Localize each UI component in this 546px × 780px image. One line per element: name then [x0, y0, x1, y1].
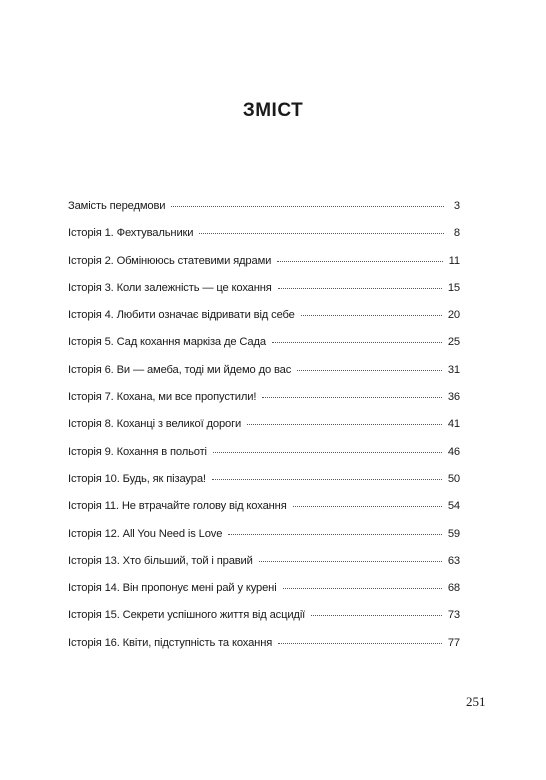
toc-entry: [68, 473, 460, 500]
toc-entry-title: Історія 4. Любити означає відривати від себе: [68, 309, 295, 322]
dot-leader: [212, 479, 442, 480]
toc-entry-page: 25: [447, 336, 460, 349]
table-of-contents: [68, 200, 460, 664]
toc-entry-page: 77: [447, 636, 460, 649]
toc-entry-page: 73: [447, 609, 460, 622]
toc-entry-title: Історія 12. All You Need is Love: [68, 527, 223, 540]
toc-entry-page: 50: [447, 472, 460, 485]
toc-entry-page: 36: [447, 391, 460, 404]
dot-leader: [199, 233, 444, 234]
dot-leader: [301, 315, 442, 316]
toc-entry: [68, 336, 460, 363]
toc-entry-title: Історія 10. Будь, як пізаура!: [68, 472, 206, 485]
dot-leader: [283, 588, 442, 589]
toc-entry-page: 15: [447, 281, 460, 294]
toc-entry-title: Історія 2. Обмінююсь статевими ядрами: [68, 254, 272, 267]
toc-entry: [68, 637, 460, 664]
toc-entry: [68, 555, 460, 582]
dot-leader: [228, 534, 442, 535]
toc-entry-page: 63: [447, 554, 460, 567]
dot-leader: [247, 424, 442, 425]
toc-entry-title: Історія 6. Ви — амеба, тоді ми йдемо до вас: [68, 363, 292, 376]
dot-leader: [297, 370, 442, 371]
dot-leader: [171, 206, 444, 207]
page-number: 251: [466, 694, 486, 709]
dot-leader: [262, 397, 442, 398]
toc-entry: [68, 391, 460, 418]
toc-entry-page: 11: [448, 254, 460, 267]
toc-entry-title: Історія 8. Коханці з великої дороги: [68, 418, 242, 431]
toc-entry: [68, 282, 460, 309]
dot-leader: [278, 288, 442, 289]
dot-leader: [278, 643, 442, 644]
toc-entry: [68, 309, 460, 336]
toc-entry-page: 8: [453, 227, 460, 240]
toc-entry: [68, 528, 460, 555]
toc-entry-title: Історія 14. Він пропонує мені рай у курені: [68, 582, 277, 595]
dot-leader: [213, 452, 442, 453]
dot-leader: [311, 615, 442, 616]
toc-entry: [68, 446, 460, 473]
toc-entry: [68, 227, 460, 254]
toc-entry-title: Історія 13. Хто більший, той і правий: [68, 554, 253, 567]
toc-entry: [68, 364, 460, 391]
toc-entry: [68, 255, 460, 282]
toc-entry-title: Замість передмови: [68, 200, 166, 212]
toc-entry-page: 68: [447, 582, 460, 595]
dot-leader: [259, 561, 442, 562]
toc-entry-title: Історія 1. Фехтувальники: [68, 227, 194, 240]
page-title: ЗМІСТ: [242, 100, 304, 121]
dot-leader: [272, 342, 442, 343]
toc-entry-page: 20: [447, 309, 460, 322]
toc-entry-title: Історія 5. Сад кохання маркіза де Сада: [68, 336, 266, 349]
toc-entry-title: Історія 9. Кохання в польоті: [68, 445, 207, 458]
dot-leader: [277, 261, 442, 262]
toc-entry-page: 59: [447, 527, 460, 540]
toc-entry-title: Історія 3. Коли залежність — це кохання: [68, 281, 272, 294]
toc-entry-page: 3: [453, 200, 460, 212]
toc-entry-page: 46: [447, 445, 460, 458]
toc-entry-title: Історія 16. Квіти, підступність та кохання: [68, 636, 273, 649]
toc-entry-page: 41: [447, 418, 460, 431]
toc-entry: [68, 500, 460, 527]
toc-entry-title: Історія 15. Секрети успішного життя від асцидії: [68, 609, 306, 622]
toc-entry-page: 31: [447, 363, 460, 376]
toc-entry-title: Історія 7. Кохана, ми все пропустили!: [68, 391, 257, 404]
toc-entry-page: 54: [447, 500, 460, 513]
toc-entry: [68, 200, 460, 227]
toc-entry: [68, 609, 460, 636]
toc-entry-title: Історія 11. Не втрачайте голову від кохання: [68, 500, 287, 513]
toc-entry: [68, 582, 460, 609]
toc-entry: [68, 418, 460, 445]
dot-leader: [293, 506, 442, 507]
